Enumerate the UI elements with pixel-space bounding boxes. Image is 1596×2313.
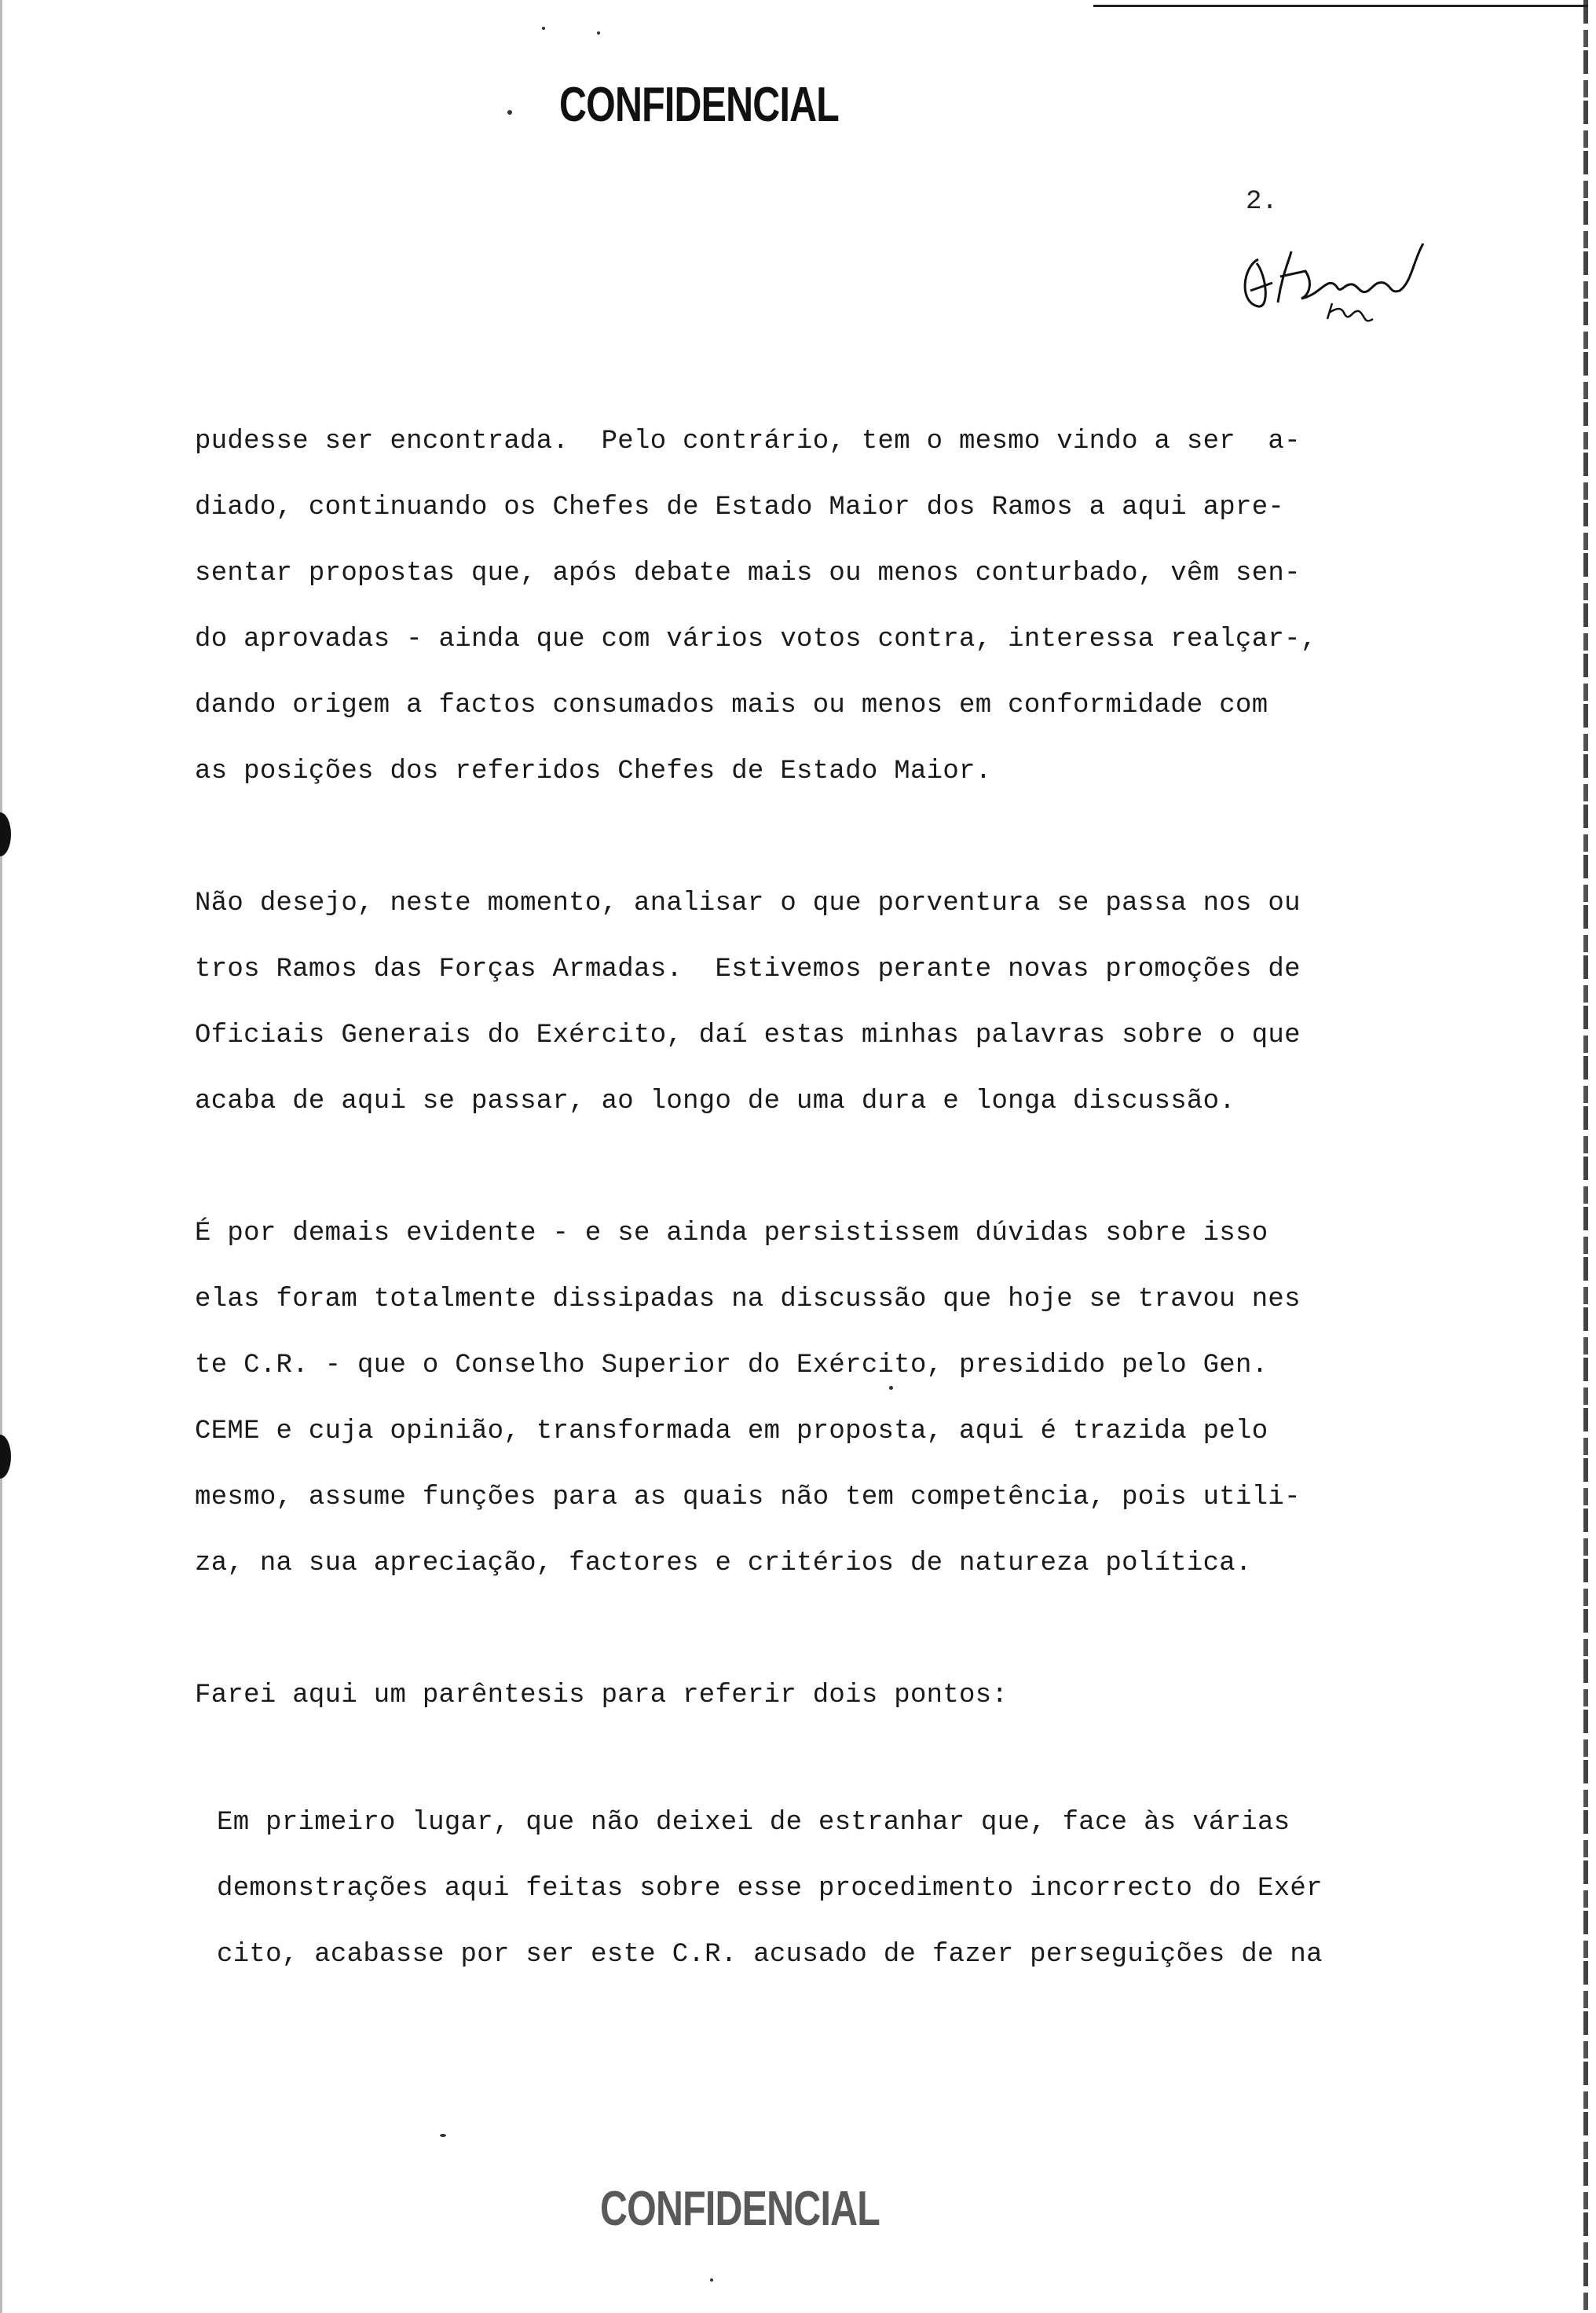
text-line: dando origem a factos consumados mais ou menos em conformidade com bbox=[195, 691, 1268, 720]
scan-edge-top bbox=[1093, 5, 1588, 7]
handwritten-annotation bbox=[1235, 228, 1455, 338]
text-line: Oficiais Generais do Exército, daí estas minhas palavras sobre o que bbox=[195, 1021, 1301, 1050]
paragraph-3 bbox=[195, 1200, 1420, 1596]
text-line: elas foram totalmente dissipadas na discussão que hoje se travou nes bbox=[195, 1285, 1301, 1314]
text-line: do aprovadas - ainda que com vários votos contra, interessa realçar-, bbox=[195, 625, 1317, 654]
punch-hole-upper bbox=[0, 812, 11, 856]
text-line: za, na sua apreciação, factores e critérios de natureza política. bbox=[195, 1549, 1252, 1578]
scan-speck bbox=[542, 27, 545, 30]
text-line: tros Ramos das Forças Armadas. Estivemos perante novas promoções de bbox=[195, 955, 1301, 984]
scan-speck bbox=[440, 2134, 446, 2137]
text-line: acaba de aqui se passar, ao longo de uma dura e longa discussão. bbox=[195, 1087, 1236, 1116]
text-line: Farei aqui um parêntesis para referir dois pontos: bbox=[195, 1681, 1008, 1710]
text-line: diado, continuando os Chefes de Estado Maior dos Ramos a aqui apre- bbox=[195, 493, 1285, 522]
text-line: te C.R. - que o Conselho Superior do Exército, presidido pelo Gen. bbox=[195, 1351, 1268, 1380]
confidential-stamp-top: CONFIDENCIAL bbox=[559, 78, 840, 132]
text-line: sentar propostas que, após debate mais ou menos conturbado, vêm sen- bbox=[195, 559, 1301, 588]
paragraph-gap bbox=[195, 805, 1420, 871]
scan-speck bbox=[710, 2278, 713, 2282]
text-line: demonstrações aqui feitas sobre esse procedimento incorrecto do Exér bbox=[217, 1874, 1323, 1904]
page-number: 2. bbox=[1246, 187, 1278, 217]
text-line: É por demais evidente - e se ainda persistissem dúvidas sobre isso bbox=[195, 1219, 1268, 1248]
paragraph-5 bbox=[195, 1790, 1420, 1988]
text-line: CEME e cuja opinião, transformada em proposta, aqui é trazida pelo bbox=[195, 1417, 1268, 1446]
text-line: cito, acabasse por ser este C.R. acusado de fazer perseguições de na bbox=[217, 1940, 1323, 1970]
text-line: as posições dos referidos Chefes de Estado Maior. bbox=[195, 757, 992, 786]
paragraph-1 bbox=[195, 409, 1420, 805]
body-text bbox=[195, 409, 1420, 1988]
scan-speck bbox=[507, 110, 512, 115]
scan-edge-right bbox=[1583, 0, 1588, 2313]
paragraph-2 bbox=[195, 871, 1420, 1135]
paragraph-4 bbox=[195, 1662, 1420, 1728]
paragraph-gap bbox=[195, 1728, 1420, 1790]
scan-speck bbox=[889, 1386, 893, 1390]
text-line: pudesse ser encontrada. Pelo contrário, tem o mesmo vindo a ser a- bbox=[195, 427, 1301, 456]
paragraph-gap bbox=[195, 1596, 1420, 1662]
punch-hole-lower bbox=[0, 1435, 11, 1479]
paragraph-gap bbox=[195, 1135, 1420, 1200]
scan-edge-left bbox=[0, 0, 2, 2313]
text-line: Em primeiro lugar, que não deixei de estranhar que, face às várias bbox=[217, 1808, 1290, 1838]
text-line: Não desejo, neste momento, analisar o que porventura se passa nos ou bbox=[195, 889, 1301, 918]
scan-speck bbox=[597, 31, 600, 35]
confidential-stamp-bottom: CONFIDENCIAL bbox=[600, 2182, 880, 2236]
text-line: mesmo, assume funções para as quais não tem competência, pois utili- bbox=[195, 1483, 1301, 1512]
